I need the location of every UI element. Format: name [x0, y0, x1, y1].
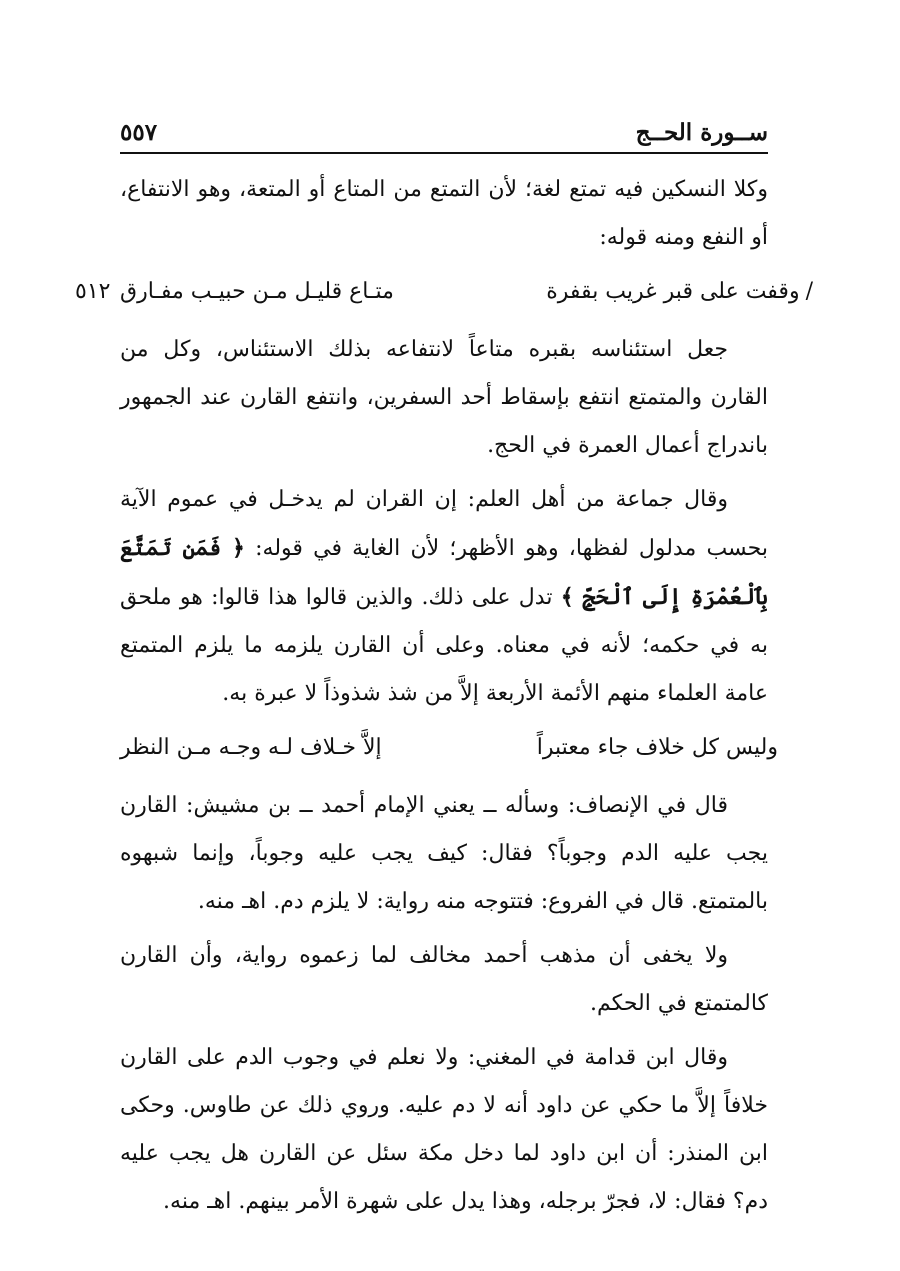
page-body	[75, 166, 813, 1232]
paragraph-5: ولا يخفى أن مذهب أحمد مخالف لما زعموه رواية، وأن القارن كالمتمتع في الحكم.	[120, 943, 768, 1016]
paragraph-3-part-a: وقال جماعة من أهل العلم: إن القران لم يدخـل في عموم الآية بحسب مدلول لفظها، وهو الأظهر؛ لأن الغاية في قوله:	[120, 487, 768, 561]
page-number: ٥٥٧	[120, 118, 158, 146]
paragraph-2: جعل استئناسه بقبره متاعاً لانتفاعه بذلك الاستئناس، وكل من القارن والمتمتع انتفع بإسقاط أحد السفرين، وانتفع القارن عند الجمهور باندراج أعمال العمرة في الحج.	[120, 337, 768, 458]
paragraph-4: قال في الإنصاف: وسأله ــ يعني الإمام أحمد ــ بن مشيش: القارن يجب عليه الدم وجوباً؟ فقال: كيف يجب عليه وجوباً، وإنما شبهوه بالمتمتع. قال في الفروع: فتتوجه منه رواية: لا يلزم دم. اهـ منه.	[120, 793, 768, 914]
verse-1-second-hemistich: متـاع قليـل مـن حبيـب مفـارق	[120, 279, 394, 304]
poetry-verse-1	[75, 268, 813, 316]
paragraph-1: وكلا النسكين فيه تمتع لغة؛ لأن التمتع من المتاع أو المتعة، وهو الانتفاع، أو النفع ومنه قوله:	[120, 177, 768, 250]
paragraph-3	[120, 476, 768, 718]
surah-title: ســورة الحــج	[635, 118, 768, 146]
poetry-verse-2	[120, 724, 778, 772]
paragraph-6: وقال ابن قدامة في المغني: ولا نعلم في وجوب الدم على القارن خلافاً إلاَّ ما حكي عن داود أنه لا دم عليه. وروي ذلك عن طاوس. وحكى ابن المنذر: أن ابن داود لما دخل مكة سئل عن القارن هل يجب عليه دم؟ فقال: لا، فجرّ برجله، وهذا يدل على شهرة الأمر بينهم. اهـ منه.	[120, 1045, 768, 1214]
verse-1-number: ٥١٢	[75, 279, 111, 304]
verse-1-right-text: وقفت على قبر غريب بقفرة	[546, 279, 800, 304]
paragraph-3-part-b: تدل على ذلك. والذين قالوا هذا قالوا: هو ملحق به في حكمه؛ لأنه في معناه. وعلى أن القارن يلزمه ما يلزم المتمتع عامة العلماء منهم الأئمة الأربعة إلاَّ من شذ شذوذاً لا عبرة به.	[120, 585, 768, 706]
header-divider	[120, 152, 768, 154]
verse-2-first-hemistich: وليس كل خلاف جاء معتبراً	[536, 735, 778, 760]
quran-quote: ﴿ فَمَن تَمَتَّعَ بِٱلْعُمْرَةِ إِلَى ٱلْحَجِّ ﴾	[120, 535, 768, 610]
page-header	[120, 112, 768, 152]
verse-1-first-hemistich	[546, 268, 813, 316]
verse-2-second-hemistich: إلاَّ خـلاف لـه وجـه مـن النظر	[120, 735, 382, 760]
verse-marker: /	[805, 279, 813, 304]
